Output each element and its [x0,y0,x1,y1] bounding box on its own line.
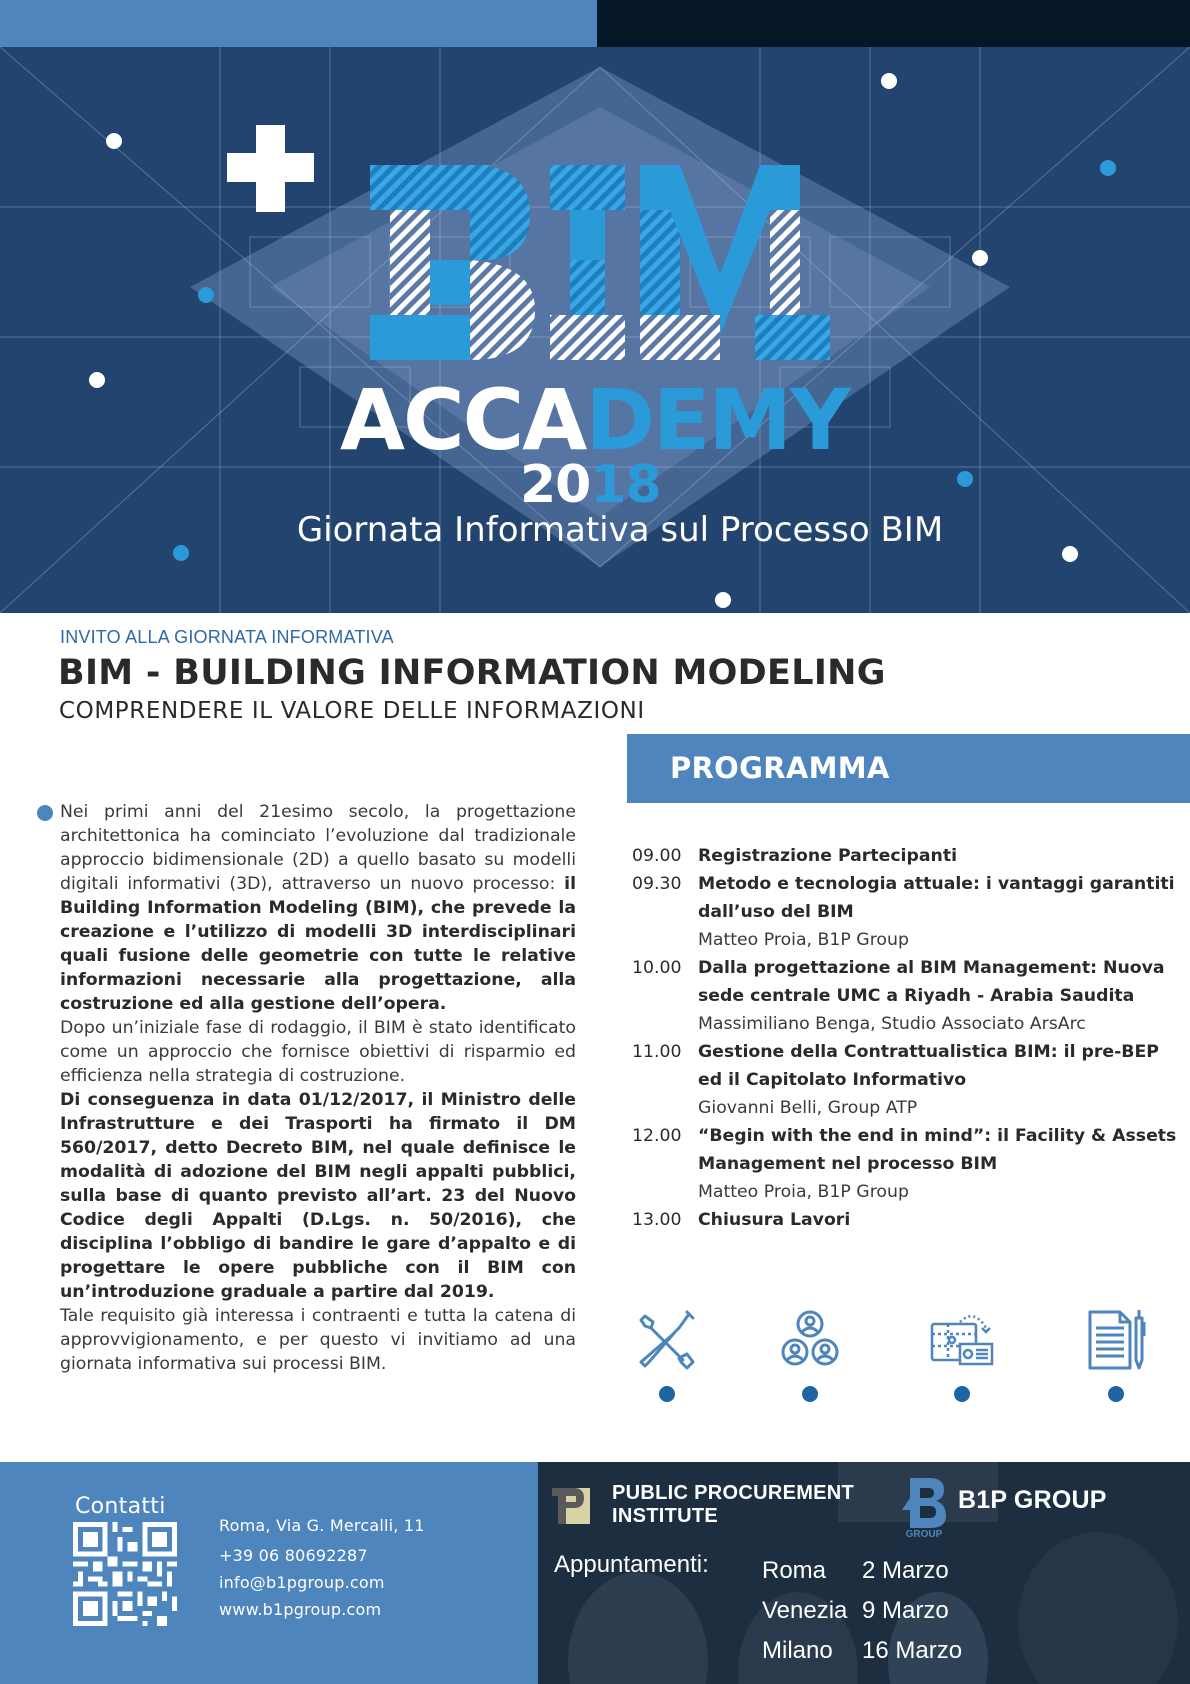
blueprint-plan-icon [930,1308,994,1372]
schedule-time: 10.00 [632,958,682,978]
team-network-icon [778,1308,842,1372]
schedule-speaker: Giovanni Belli, Group ATP [698,1098,918,1118]
schedule-title: Registrazione Partecipanti [698,846,957,866]
ppi-name-line2: INSTITUTE [612,1505,719,1527]
paragraph-1 [60,800,576,1016]
appointment-date: 16 Marzo [862,1637,963,1664]
decorative-dot [881,73,897,89]
paragraph-3-bold: Di conseguenza in data 01/12/2017, il Ministro delle Infrastrutture e dei Trasporti ha firmato il DM 560/2017, detto Decreto BIM, nel quale definisce le modalità di adozione del BIM negli appalti pubblici, sulla base di quanto previsto all’art. 23 del Nuovo Codice degli Appalti (D.Lgs. n. 50/2016), che disciplina l’obbligo di bandire le gare d’appalto e di progettare le opere pubbliche con il BIM con un’introduzione graduale a partire dal 2019. [60,1090,576,1302]
bullet-icon [37,805,53,821]
schedule-time: 09.00 [632,846,682,866]
decorative-dot [957,471,973,487]
hero-top-bar-dark [597,0,1190,47]
appointments-list [762,1551,962,1671]
appointment-item [762,1591,962,1631]
paragraph-4: Tale requisito già interessa i contraenti e tutta la catena di approvvigionamento, e per questo vi invitiamo ad una giornata informativa sui processi BIM. [60,1306,576,1374]
schedule-title: Dalla progettazione al BIM Management: Nuova sede centrale UMC a Riyadh - Arabia Saudita [698,958,1165,1006]
bim-logo [370,165,830,360]
appointment-city: Roma [762,1557,827,1584]
paragraph-1-regular: Nei primi anni del 21esimo secolo, la progettazione architettonica ha cominciato l’evoluzione dal tradizionale approccio bidimensionale (2D) a quello basato su modelli digitali informativi (3D), attraverso un nuovo processo: [60,802,576,894]
appointment-city: Milano [762,1637,833,1664]
year-blue-part: 18 [590,455,661,515]
ppi-name-line1: PUBLIC PROCUREMENT [612,1482,855,1504]
schedule-item [632,1206,1187,1234]
icon-dot [954,1386,970,1402]
schedule-speaker: Massimiliano Benga, Studio Associato ArsArc [698,1014,1086,1034]
schedule-title: “Begin with the end in mind”: il Facility & Assets Management nel processo BIM [698,1126,1177,1174]
hero-banner [0,0,1190,613]
page-subtitle: COMPRENDERE IL VALORE DELLE INFORMAZIONI [59,698,645,724]
ppi-name [612,1482,854,1528]
intro-body [60,800,576,1376]
schedule-item [632,870,1187,954]
icon-dot [802,1386,818,1402]
paragraph-3 [60,1088,576,1304]
schedule-item [632,1122,1187,1206]
programma-header [627,734,1190,803]
contacts-panel [0,1462,538,1684]
schedule-item [632,842,1187,870]
icon-cell-blueprint [922,1305,1002,1405]
public-procurement-institute-logo [552,1486,590,1526]
contact-website[interactable]: www.b1pgroup.com [219,1600,382,1619]
icon-cell-team [770,1305,850,1405]
plus-icon [227,125,314,212]
contact-details [219,1512,425,1623]
accademy-blue-part: DEMY [585,371,849,469]
hero-subtitle: Giornata Informativa sul Processo BIM [296,510,944,550]
programma-title: PROGRAMMA [670,751,890,785]
b1p-group-logo [900,1476,948,1538]
contacts-heading: Contatti [75,1494,166,1519]
schedule-time: 13.00 [632,1210,682,1230]
contact-address: Roma, Via G. Mercalli, 11 [219,1516,425,1535]
decorative-dot [1100,160,1116,176]
schedule-item [632,1038,1187,1122]
document-pen-icon [1084,1308,1148,1372]
appointments-label: Appuntamenti: [554,1551,709,1578]
schedule-speaker: Matteo Proia, B1P Group [698,1182,909,1202]
schedule-list [632,842,1187,1234]
appointments-panel [538,1462,1190,1684]
year-white-part: 20 [520,455,591,515]
icon-cell-document [1076,1305,1156,1405]
appointment-date: 9 Marzo [862,1597,949,1624]
icon-dot [659,1386,675,1402]
appointment-item [762,1631,962,1671]
decorative-dot [106,133,122,149]
qr-code[interactable] [73,1522,177,1626]
schedule-item [632,954,1187,1038]
feature-icons [627,1305,1190,1405]
icon-dot [1108,1386,1124,1402]
icon-cell-tools [627,1305,707,1405]
contact-phone[interactable]: +39 06 80692287 [219,1546,368,1565]
decorative-dot [715,592,731,608]
svg-text:GROUP: GROUP [905,1529,943,1538]
schedule-speaker: Matteo Proia, B1P Group [698,930,909,950]
decorative-dot [198,287,214,303]
schedule-time: 12.00 [632,1126,682,1146]
event-year [520,455,661,515]
b1p-group-name: B1P GROUP [958,1486,1107,1514]
decorative-dot [89,372,105,388]
schedule-title: Metodo e tecnologia attuale: i vantaggi garantiti dall’uso del BIM [698,874,1175,922]
tools-icon [635,1308,699,1372]
page-title: BIM - BUILDING INFORMATION MODELING [58,653,886,693]
appointment-item [762,1551,962,1591]
accademy-white-part: ACCA [340,371,586,469]
paragraph-2: Dopo un’iniziale fase di rodaggio, il BIM è stato identificato come un approccio che fornisce obiettivi di risparmio ed efficienza nella strategia di costruzione. [60,1018,576,1086]
appointment-city: Venezia [762,1597,848,1624]
schedule-time: 09.30 [632,874,682,894]
paragraph-1-bold: il Building Information Modeling (BIM), che prevede la creazione e l’utilizzo di modelli 3D interdisciplinari quali fusione delle geometrie con tutte le relative informazioni necessarie alla progettazione, alla costruzione ed alla gestione dell’opera. [60,874,576,1014]
contact-email[interactable]: info@b1pgroup.com [219,1573,385,1592]
hero-top-bar-light [0,0,597,47]
appointment-date: 2 Marzo [862,1557,949,1584]
schedule-time: 11.00 [632,1042,682,1062]
schedule-title: Gestione della Contrattualistica BIM: il pre-BEP ed il Capitolato Informativo [698,1042,1159,1090]
schedule-title: Chiusura Lavori [698,1210,851,1230]
invite-label: INVITO ALLA GIORNATA INFORMATIVA [60,627,394,647]
decorative-dot [972,250,988,266]
